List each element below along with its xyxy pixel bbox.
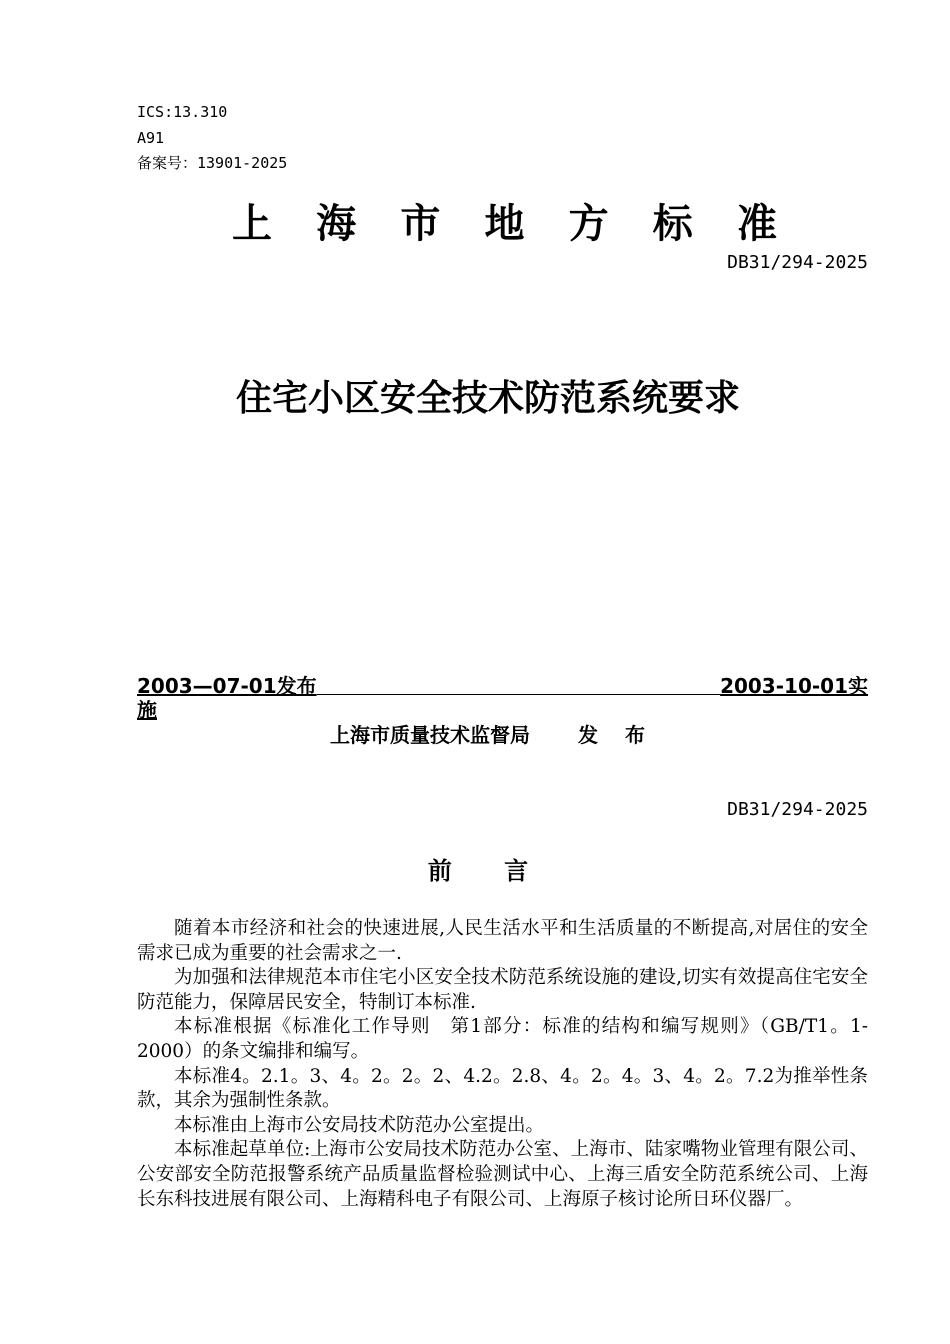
foreword-title: 前 言 (427, 857, 551, 885)
issuer-action: 发 布 (578, 723, 655, 747)
date-underline-gap (317, 674, 720, 695)
filing-number: 备案号：13901-2025 (137, 154, 288, 172)
standard-type-title (232, 196, 777, 252)
title-char: 标 (652, 201, 693, 247)
title-char: 地 (484, 201, 525, 247)
issuer-name: 上海市质量技术监督局 (330, 723, 530, 747)
ics-code: ICS:13.310 (137, 103, 228, 121)
date-line (137, 674, 868, 722)
publish-date: 2003—07-01发布 (137, 674, 317, 698)
standard-code: DB31/294-2025 (727, 252, 868, 273)
standard-code-second: DB31/294-2025 (727, 799, 868, 820)
foreword-paragraph: 本标准根据《标准化工作导则 第1部分：标准的结构和编写规则》（GB/T1。1-2000）的条文编排和编写。 (137, 1016, 868, 1062)
issuer-line (330, 720, 655, 750)
document-title: 住宅小区安全技术防范系统要求 (235, 378, 740, 419)
foreword-paragraph: 随着本市经济和社会的快速进展,人民生活水平和生活质量的不断提高,对居住的安全需求已成为重要的社会需求之一. (137, 918, 868, 964)
title-char: 上 (232, 201, 272, 247)
foreword-paragraph: 本标准起草单位:上海市公安局技术防范办公室、上海市、陆家嘴物业管理有限公司、公安部安全防范报警系统产品质量监督检验测试中心、上海三盾安全防范系统公司、上海长东科技进展有限公司、上海精科电子有限公司、上海原子核讨论所日环仪器厂。 (137, 1139, 868, 1210)
foreword-paragraph: 本标准由上海市公安局技术防范办公室提出。 (174, 1114, 545, 1136)
foreword-body (137, 917, 868, 1212)
foreword-paragraph: 本标准4。2.1。3、4。2。2。2、4.2。2.8、4。2。4。3、4。2。7.2为推举性条款，其余为强制性条款。 (137, 1065, 868, 1112)
title-char: 市 (400, 201, 441, 247)
title-char: 海 (316, 201, 357, 247)
class-code: A91 (137, 129, 165, 147)
implement-date-wrap: 施 (137, 698, 157, 722)
implement-date: 2003-10-01实 (720, 674, 868, 698)
title-char: 方 (568, 201, 609, 247)
foreword-paragraph: 为加强和法律规范本市住宅小区安全技术防范系统设施的建设,切实有效提高住宅安全防范能力，保障居民安全，特制订本标准. (137, 967, 868, 1013)
title-char: 准 (736, 201, 777, 247)
